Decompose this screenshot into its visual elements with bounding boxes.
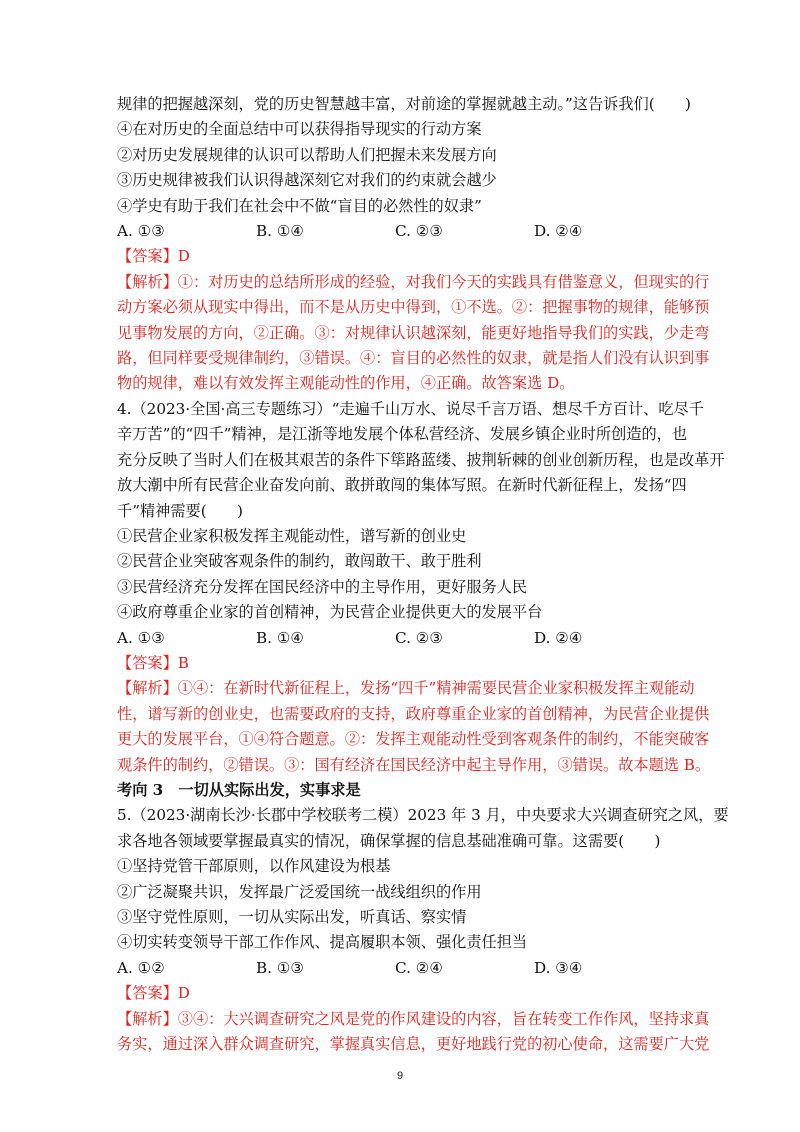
statement-item: ④政府尊重企业家的首创精神，为民营企业提供更大的发展平台 — [117, 603, 543, 622]
statement-item: ③坚守党性原则，一切从实际出发，听真话、察实情 — [117, 908, 467, 926]
question-stem-line: 4.（2023·全国·高三专题练习）“走遍千山万水、说尽千言万语、想尽千方百计、吃尽千 — [117, 399, 704, 418]
analysis-line: 物的规律，难以有效发挥主观能动性的作用，④正确。故答案选 D。 — [117, 374, 575, 393]
analysis-line: 观条件的制约，②错误。③：国有经济在国民经济中起主导作用，③错误。故本题选 B。 — [117, 755, 711, 774]
option-b: B. ①④ — [256, 628, 305, 647]
option-a: A. ①③ — [117, 222, 165, 241]
analysis-line: 性，谱写新的创业史，也需要政府的支持，政府尊重企业家的首创精神，为民营企业提供 — [117, 704, 710, 723]
answer-options — [117, 956, 689, 981]
analysis-line: 更大的发展平台，①④符合题意。②：发挥主观能动性受到客观条件的制约，不能突破客 — [117, 730, 710, 749]
option-a: A. ①③ — [117, 628, 165, 647]
question-stem-line: 求各地各领域要掌握最真实的情况，确保掌握的信息基础准确可靠。这需要( ) — [117, 831, 661, 850]
statement-item: ①坚持党管干部原则，以作风建设为根基 — [117, 857, 391, 876]
analysis-line: 【解析】③④：大兴调查研究之风是党的作风建设的内容，旨在转变工作作风，坚持求真 — [117, 1009, 710, 1028]
question-stem-line: 规律的把握越深刻，党的历史智慧越丰富，对前途的掌握就越主动。”这告诉我们( ) — [117, 95, 691, 113]
analysis-line: 见事物发展的方向，②正确。③：对规律认识越深刻，能更好地指导我们的实践，少走弯 — [117, 323, 710, 342]
question-stem-line: 千”精神需要( ) — [117, 501, 243, 520]
analysis-line: 务实，通过深入群众调查研究，掌握真实信息，更好地践行党的初心使命，这需要广大党 — [117, 1035, 710, 1054]
answer-line: 【答案】D — [117, 247, 190, 266]
analysis-line: 【解析】①：对历史的总结所形成的经验，对我们今天的实践具有借鉴意义，但现实的行 — [117, 272, 710, 291]
statement-item: ④在对历史的全面总结中可以获得指导现实的行动方案 — [117, 120, 482, 139]
option-c: C. ②③ — [395, 222, 443, 241]
question-stem-line: 放大潮中所有民营企业奋发向前、敢拼敢闯的集体写照。在新时代新征程上，发扬“四 — [117, 476, 687, 495]
question-4 — [117, 397, 725, 778]
option-b: B. ①④ — [256, 222, 305, 241]
answer-options — [117, 219, 689, 244]
answer-line: 【答案】B — [117, 653, 189, 672]
statement-item: ②民营企业突破客观条件的制约，敢闯敢干、敢于胜利 — [117, 552, 482, 571]
section-heading: 考向 3 一切从实际出发，实事求是 — [117, 780, 361, 799]
statement-item: ④切实转变领导干部工作作风、提高履职本领、强化责任担当 — [117, 933, 528, 952]
analysis-line: 动方案必须从现实中得出，而不是从历史中得到，①不选。②：把握事物的规律，能够预 — [117, 298, 710, 317]
answer-options — [117, 626, 689, 651]
option-a: A. ①② — [117, 958, 165, 977]
question-stem-line: 辛万苦”的“四千”精神，是江浙等地发展个体私营经济、发展乡镇企业时所创造的，也 — [117, 425, 688, 444]
page-number: 9 — [396, 1070, 404, 1082]
analysis-line: 【解析】①④：在新时代新征程上，发扬“四千”精神需要民营企业家积极发挥主观能动 — [117, 679, 695, 698]
answer-line: 【答案】D — [117, 984, 190, 1003]
option-b: B. ①③ — [256, 958, 305, 977]
analysis-line: 路，但同样要受规律制约，③错误。④：盲目的必然性的奴隶，就是指人们没有认识到事 — [117, 349, 710, 368]
statement-item: ②广泛凝聚共识，发挥最广泛爱国统一战线组织的作用 — [117, 882, 482, 901]
statement-item: ④学史有助于我们在社会中不做“盲目的必然性的奴隶” — [117, 196, 482, 215]
statement-item: ①民营企业家积极发挥主观能动性，谱写新的创业史 — [117, 526, 467, 545]
statement-item: ②对历史发展规律的认识可以帮助人们把握未来发展方向 — [117, 145, 497, 164]
question-3 — [117, 92, 710, 397]
statement-item: ③民营经济充分发挥在国民经济中的主导作用，更好服务人民 — [117, 577, 528, 596]
option-d: D. ③④ — [534, 958, 583, 977]
option-d: D. ②④ — [534, 222, 583, 241]
question-stem-line: 充分反映了当时人们在极其艰苦的条件下筚路蓝缕、披荆斩棘的创业创新历程，也是改革开 — [117, 450, 725, 469]
statement-item: ③历史规律被我们认识得越深刻它对我们的约束就会越少 — [117, 171, 497, 190]
question-stem-line: 5.（2023·湖南长沙·长郡中学校联考二模）2023 年 3 月，中央要求大兴调查研究之风，要 — [117, 806, 729, 825]
option-d: D. ②④ — [534, 628, 583, 647]
option-c: C. ②③ — [395, 628, 443, 647]
option-c: C. ②④ — [395, 958, 443, 977]
question-5 — [117, 803, 729, 1057]
page-content — [117, 92, 729, 1057]
